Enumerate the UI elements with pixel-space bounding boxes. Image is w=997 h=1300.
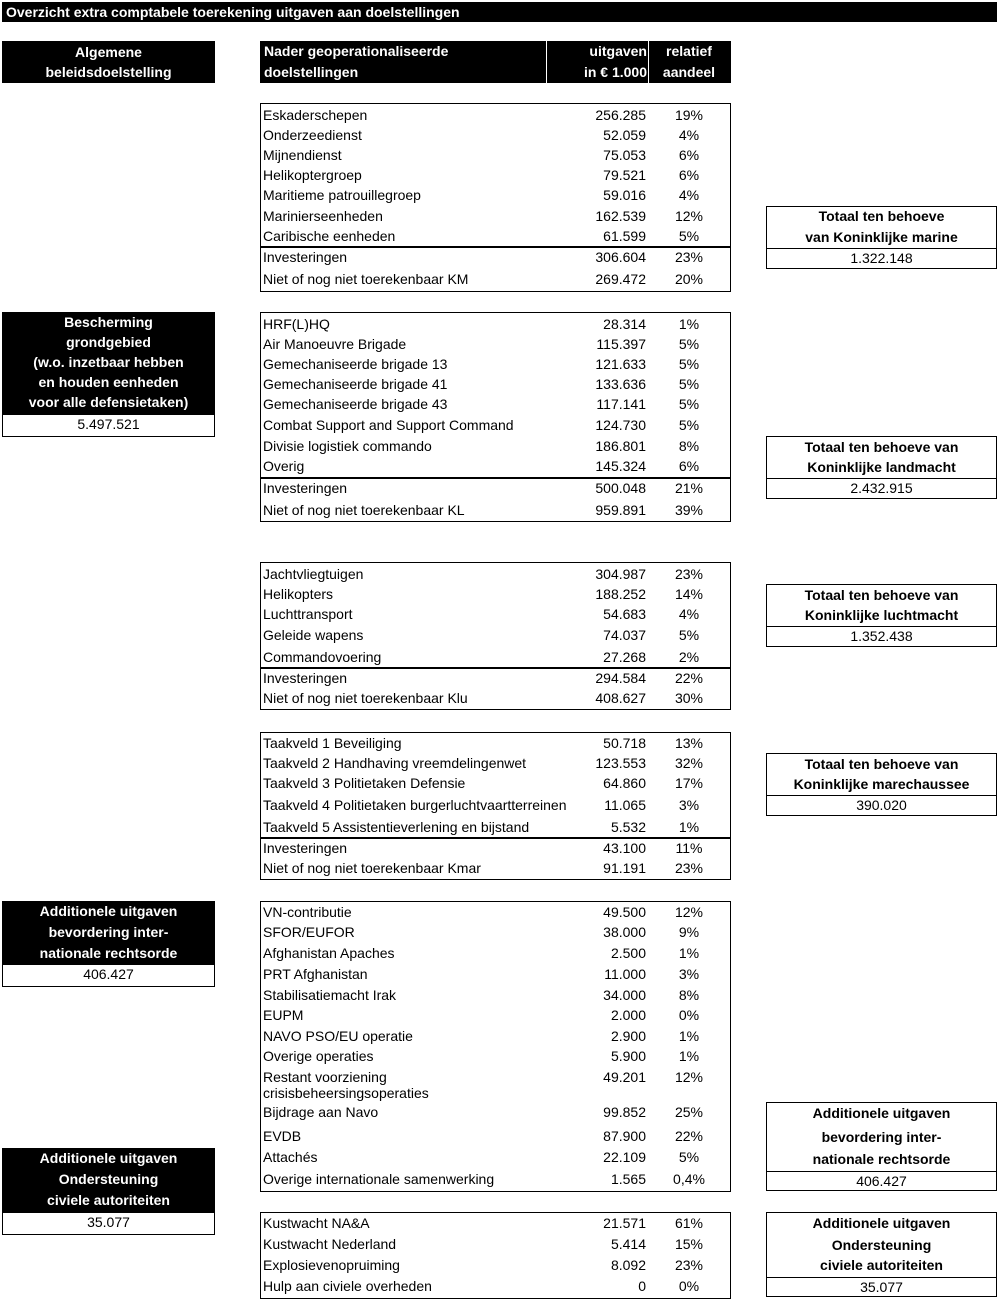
row-label: Overige internationale samenwerking — [263, 1171, 495, 1187]
row-value: 49.500 — [603, 904, 646, 920]
row-value: 256.285 — [595, 107, 646, 123]
row-label: Overig — [263, 458, 305, 474]
group-klu — [260, 562, 731, 710]
row-value: 2.900 — [610, 1028, 646, 1044]
row-value: 22.109 — [603, 1149, 646, 1165]
row-share: 23% — [674, 860, 704, 876]
row-label: Onderzeedienst — [263, 127, 362, 143]
row-value: 115.397 — [596, 336, 646, 352]
row-value: 49.201 — [603, 1069, 646, 1085]
row-separator — [261, 477, 730, 479]
row-value: 0 — [638, 1278, 646, 1294]
row-share: 17% — [674, 775, 704, 791]
row-label: Hulp aan civiele overheden — [263, 1278, 432, 1294]
row-share: 23% — [674, 566, 704, 582]
total-int-value: 406.427 — [767, 1171, 996, 1190]
row-value: 34.000 — [603, 987, 646, 1003]
row-share: 6% — [678, 167, 700, 183]
row-label: EUPM — [263, 1007, 304, 1023]
total-civ-line3: civiele autoriteiten — [820, 1257, 943, 1273]
row-value: 188.252 — [595, 586, 646, 602]
row-share: 0,4% — [673, 1171, 705, 1187]
total-int — [766, 1102, 997, 1191]
row-share: 5% — [678, 396, 700, 412]
left-bescherming-line: voor alle defensietaken) — [28, 394, 189, 410]
row-label: Bijdrage aan Navo — [263, 1104, 379, 1120]
row-label: Gemechaniseerde brigade 43 — [263, 396, 448, 412]
row-share: 22% — [674, 670, 704, 686]
row-value: 2.000 — [610, 1007, 646, 1023]
row-label: NAVO PSO/EU operatie — [263, 1028, 413, 1044]
header-col3-line2: aandeel — [662, 64, 716, 80]
row-label: Overige operaties — [263, 1048, 374, 1064]
row-label: Eskaderschepen — [263, 107, 368, 123]
row-separator — [261, 246, 730, 248]
header-col1-line2: doelstellingen — [264, 64, 359, 80]
row-separator — [261, 667, 730, 669]
row-label: Jachtvliegtuigen — [263, 566, 364, 582]
row-label: EVDB — [263, 1128, 302, 1144]
row-label: Afghanistan Apaches — [263, 945, 395, 961]
row-value: 145.324 — [595, 458, 646, 474]
row-share: 4% — [678, 606, 700, 622]
row-label: Kustwacht NA&A — [263, 1215, 370, 1231]
row-value: 1.565 — [610, 1171, 646, 1187]
row-value: 162.539 — [595, 208, 646, 224]
row-share: 4% — [678, 187, 700, 203]
total-int-line1: Additionele uitgaven — [812, 1105, 951, 1121]
row-share: 5% — [678, 1149, 700, 1165]
row-share: 21% — [674, 480, 704, 496]
row-value: 121.633 — [595, 356, 646, 372]
left-box-bescherming — [2, 312, 215, 414]
row-share: 8% — [678, 987, 700, 1003]
total-int-line2: bevordering inter- — [821, 1129, 942, 1145]
header-divider-2 — [648, 41, 649, 83]
row-share: 61% — [674, 1215, 704, 1231]
row-label: Explosievenopruiming — [263, 1257, 400, 1273]
header-left — [2, 41, 215, 83]
row-share: 5% — [678, 356, 700, 372]
left-bescherming-line: (w.o. inzetbaar hebben — [33, 354, 184, 370]
row-value: 306.604 — [595, 249, 646, 265]
row-share: 5% — [678, 417, 700, 433]
row-share: 14% — [674, 586, 704, 602]
row-share: 12% — [674, 208, 704, 224]
row-share: 12% — [674, 904, 704, 920]
total-kmar-line1: Totaal ten behoeve van — [804, 756, 959, 772]
total-kl — [766, 436, 997, 499]
row-value: 5.900 — [610, 1048, 646, 1064]
row-share: 2% — [678, 649, 700, 665]
header-main — [260, 41, 731, 83]
row-value: 79.521 — [603, 167, 646, 183]
left-bescherming-value: 5.497.521 — [2, 414, 215, 437]
group-kmar — [260, 732, 731, 880]
total-klu-line1: Totaal ten behoeve van — [804, 587, 959, 603]
row-value: 5.532 — [610, 819, 646, 835]
row-share: 30% — [674, 690, 704, 706]
group-int — [260, 901, 731, 1192]
left-internationaal-value: 406.427 — [2, 964, 215, 987]
total-km-value: 1.322.148 — [767, 248, 996, 267]
total-kl-value: 2.432.915 — [767, 478, 996, 497]
left-internationaal-line: nationale rechtsorde — [39, 945, 178, 961]
row-label: Divisie logistiek commando — [263, 438, 432, 454]
row-value: 52.059 — [603, 127, 646, 143]
row-label: SFOR/EUFOR — [263, 924, 355, 940]
row-value: 133.636 — [595, 376, 646, 392]
row-label: Marinierseenheden — [263, 208, 383, 224]
row-value: 294.584 — [595, 670, 646, 686]
row-label: PRT Afghanistan — [263, 966, 368, 982]
total-kmar-value: 390.020 — [767, 795, 996, 814]
row-label: HRF(L)HQ — [263, 316, 330, 332]
group-civ — [260, 1212, 731, 1299]
row-share: 11% — [675, 840, 703, 856]
row-share: 6% — [678, 458, 700, 474]
left-bescherming-line: Bescherming — [64, 314, 153, 330]
row-label: Taakveld 1 Beveiliging — [263, 735, 402, 751]
row-value: 123.553 — [595, 755, 646, 771]
row-share: 1% — [678, 819, 700, 835]
row-value: 186.801 — [595, 438, 646, 454]
row-label-continued: crisisbeheersingsoperaties — [263, 1085, 429, 1101]
row-share: 1% — [678, 316, 700, 332]
row-label: Niet of nog niet toerekenbaar Klu — [263, 690, 468, 706]
row-value: 64.860 — [603, 775, 646, 791]
row-value: 117.141 — [596, 396, 646, 412]
group-kl — [260, 312, 731, 522]
row-value: 124.730 — [595, 417, 646, 433]
row-value: 99.852 — [603, 1104, 646, 1120]
left-civiel-line: Ondersteuning — [58, 1171, 159, 1187]
total-int-line3: nationale rechtsorde — [812, 1151, 951, 1167]
row-label: Investeringen — [263, 249, 348, 265]
left-civiel-value: 35.077 — [2, 1212, 215, 1235]
total-klu — [766, 584, 997, 647]
row-share: 5% — [678, 228, 700, 244]
row-label: Helikoptergroep — [263, 167, 362, 183]
total-km-line2: van Koninklijke marine — [805, 229, 958, 245]
row-value: 28.314 — [603, 316, 646, 332]
header-col1-line1: Nader geoperationaliseerde — [264, 43, 449, 59]
row-share: 39% — [674, 502, 704, 518]
row-label: Taakveld 4 Politietaken burgerluchtvaartterreinen — [263, 797, 567, 813]
total-km — [766, 206, 997, 269]
row-share: 4% — [678, 127, 700, 143]
row-share: 12% — [674, 1069, 704, 1085]
row-label: Investeringen — [263, 840, 348, 856]
row-label: Kustwacht Nederland — [263, 1236, 397, 1252]
row-label: Mijnendienst — [263, 147, 342, 163]
total-kmar-line2: Koninklijke marechaussee — [793, 776, 970, 792]
row-value: 75.053 — [603, 147, 646, 163]
row-label: Investeringen — [263, 670, 348, 686]
total-kl-line2: Koninklijke landmacht — [807, 459, 956, 475]
row-share: 1% — [678, 945, 700, 961]
row-label: Gemechaniseerde brigade 41 — [263, 376, 448, 392]
total-km-line1: Totaal ten behoeve — [818, 208, 945, 224]
row-value: 38.000 — [603, 924, 646, 940]
row-label: Maritieme patrouillegroep — [263, 187, 421, 203]
row-label: Helikopters — [263, 586, 334, 602]
row-value: 269.472 — [595, 271, 646, 287]
row-label: Investeringen — [263, 480, 348, 496]
header-col2-line1: uitgaven — [589, 43, 647, 59]
row-value: 59.016 — [603, 187, 646, 203]
row-value: 11.000 — [604, 966, 646, 982]
total-civ-line1: Additionele uitgaven — [812, 1215, 951, 1231]
row-share: 23% — [674, 1257, 704, 1273]
row-value: 61.599 — [603, 228, 646, 244]
row-label: Luchttransport — [263, 606, 353, 622]
row-label: Caribische eenheden — [263, 228, 396, 244]
left-bescherming-line: en houden eenheden — [38, 374, 179, 390]
header-col2-line2: in € 1.000 — [583, 64, 647, 80]
row-value: 87.900 — [603, 1128, 646, 1144]
row-label: Taakveld 5 Assistentieverlening en bijstand — [263, 819, 530, 835]
row-value: 91.191 — [603, 860, 646, 876]
row-share: 9% — [678, 924, 700, 940]
row-value: 304.987 — [595, 566, 646, 582]
total-kl-line1: Totaal ten behoeve van — [804, 439, 959, 455]
row-value: 54.683 — [603, 606, 646, 622]
left-internationaal-line: bevordering inter- — [48, 924, 169, 940]
row-share: 3% — [678, 797, 700, 813]
left-box-internationaal — [2, 901, 215, 964]
row-label: Gemechaniseerde brigade 13 — [263, 356, 448, 372]
row-label: Combat Support and Support Command — [263, 417, 514, 433]
row-share: 0% — [678, 1007, 700, 1023]
row-label: Taakveld 3 Politietaken Defensie — [263, 775, 466, 791]
row-share: 25% — [674, 1104, 704, 1120]
row-share: 5% — [678, 376, 700, 392]
row-value: 21.571 — [603, 1215, 646, 1231]
header-divider-1 — [546, 41, 547, 83]
row-share: 1% — [678, 1048, 700, 1064]
left-civiel-line: civiele autoriteiten — [47, 1192, 170, 1208]
row-value: 500.048 — [595, 480, 646, 496]
left-internationaal-line: Additionele uitgaven — [39, 903, 178, 919]
row-share: 13% — [674, 735, 704, 751]
row-label: Commandovoering — [263, 649, 382, 665]
row-label: Geleide wapens — [263, 627, 364, 643]
row-value: 74.037 — [603, 627, 646, 643]
row-share: 1% — [678, 1028, 700, 1044]
row-share: 0% — [678, 1278, 700, 1294]
title-bar — [2, 2, 997, 22]
row-separator — [261, 837, 730, 839]
row-share: 15% — [674, 1236, 704, 1252]
row-value: 408.627 — [595, 690, 646, 706]
row-share: 22% — [674, 1128, 704, 1144]
row-share: 8% — [678, 438, 700, 454]
row-share: 23% — [674, 249, 704, 265]
row-label: Taakveld 2 Handhaving vreemdelingenwet — [263, 755, 527, 771]
row-label: Restant voorziening — [263, 1069, 387, 1085]
row-label: Attachés — [263, 1149, 318, 1165]
row-share: 6% — [678, 147, 700, 163]
total-klu-value: 1.352.438 — [767, 626, 996, 645]
row-share: 32% — [674, 755, 704, 771]
row-value: 11.065 — [604, 797, 646, 813]
row-value: 27.268 — [603, 649, 646, 665]
header-left-line2: beleidsdoelstelling — [45, 64, 172, 80]
group-km — [260, 103, 731, 292]
row-label: Air Manoeuvre Brigade — [263, 336, 407, 352]
row-value: 50.718 — [603, 735, 646, 751]
total-civ-line2: Ondersteuning — [831, 1237, 932, 1253]
row-label: Stabilisatiemacht Irak — [263, 987, 397, 1003]
total-kmar — [766, 753, 997, 816]
row-value: 8.092 — [610, 1257, 646, 1273]
page-title: Overzicht extra comptabele toerekening uitgaven aan doelstellingen — [6, 4, 460, 20]
row-share: 3% — [678, 966, 700, 982]
left-civiel-line: Additionele uitgaven — [39, 1150, 178, 1166]
row-label: Niet of nog niet toerekenbaar KL — [263, 502, 465, 518]
left-bescherming-line: grondgebied — [66, 334, 151, 350]
total-civ — [766, 1212, 997, 1297]
header-col3-line1: relatief — [666, 43, 712, 59]
row-share: 20% — [674, 271, 704, 287]
total-klu-line2: Koninklijke luchtmacht — [804, 607, 959, 623]
row-share: 5% — [678, 336, 700, 352]
row-value: 5.414 — [610, 1236, 646, 1252]
total-civ-value: 35.077 — [767, 1277, 996, 1296]
row-label: VN-contributie — [263, 904, 352, 920]
row-label: Niet of nog niet toerekenbaar KM — [263, 271, 469, 287]
left-box-civiel — [2, 1148, 215, 1212]
row-label: Niet of nog niet toerekenbaar Kmar — [263, 860, 481, 876]
row-value: 2.500 — [610, 945, 646, 961]
row-share: 5% — [678, 627, 700, 643]
row-share: 19% — [674, 107, 704, 123]
header-left-line1: Algemene — [75, 44, 142, 60]
row-value: 959.891 — [595, 502, 646, 518]
row-value: 43.100 — [603, 840, 646, 856]
